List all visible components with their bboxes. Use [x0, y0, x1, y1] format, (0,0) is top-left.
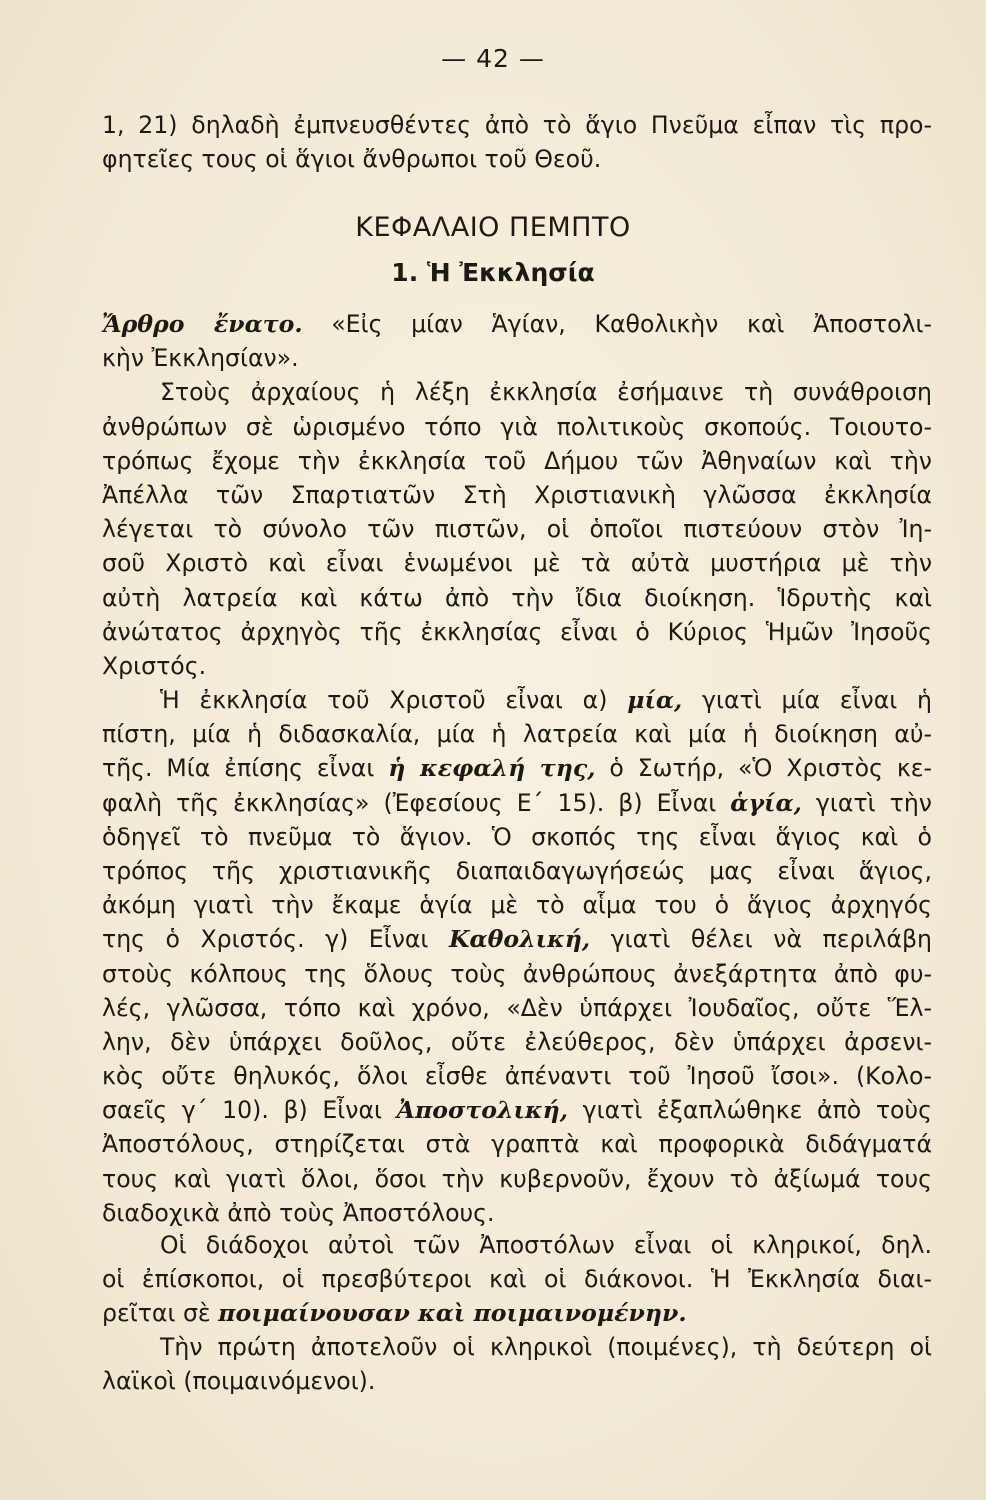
- article-label: Ἄρθρο ἔνατο.: [102, 310, 303, 338]
- text-line: Χριστός.: [102, 651, 207, 680]
- text-line: φητεῖες τους οἱ ἅγιοι ἄνθρωποι τοῦ Θεοῦ.: [102, 145, 602, 174]
- text-line: ἀνθρώπων σὲ ὡρισμένο τόπο γιὰ πολιτικοὺς σκοπούς. Τοιουτο-: [102, 412, 932, 441]
- text-line: Στοὺς ἀρχαίους ἡ λέξη ἐκκλησία ἐσήμαινε τὴ συνάθροιση: [160, 378, 932, 407]
- article-paragraph: [102, 307, 932, 683]
- text-line: [102, 922, 932, 956]
- text-line: [102, 751, 932, 785]
- emphasis: ἡ κεφαλή της,: [388, 754, 596, 783]
- text-line: [102, 307, 932, 341]
- text-span: της ὁ Χριστός. γ) Εἶναι: [102, 925, 449, 954]
- paragraph-4: [102, 1330, 932, 1398]
- text-line: ὁδηγεῖ τὸ πνεῦμα τὸ ἅγιον. Ὁ σκοπός της εἶναι ἅγιος καὶ ὁ: [102, 822, 932, 851]
- text-span: γιατὶ μία εἶναι ἡ: [682, 686, 932, 714]
- emphasis: ἁγία,: [730, 788, 802, 817]
- text-line: πίστη, μία ἡ διδασκαλία, μία ἡ λατρεία καὶ μία ἡ διοίκηση αὐ-: [102, 720, 932, 749]
- emphasis: Καθολική,: [448, 925, 591, 954]
- intro-paragraph: [102, 108, 932, 176]
- text-line: Ἀπέλλα τῶν Σπαρτιατῶν Στὴ Χριστιανικὴ γλῶσσα ἐκκλησία: [102, 480, 932, 509]
- text-line: τρόπως ἔχομε τὴν ἐκκλησία τοῦ Δήμου τῶν Ἀθηναίων καὶ τὴν: [102, 446, 932, 475]
- text-line: στοὺς κόλπους της ὅλους τοὺς ἀνθρώπους ἀνεξάρτητα ἀπὸ φυ-: [102, 959, 932, 988]
- chapter-heading: ΚΕΦΑΛΑΙΟ ΠΕΜΠΤΟ: [355, 212, 631, 243]
- text-span: ρεῖται σὲ: [102, 1299, 219, 1328]
- paragraph-3: [102, 1228, 932, 1331]
- text-line: κὴν Ἐκκλησίαν».: [102, 344, 299, 373]
- text-line: [102, 1093, 932, 1127]
- emphasis: Ἀποστολική,: [396, 1096, 568, 1125]
- text-span: ὁ Σωτήρ, «Ὁ Χριστὸς κε-: [595, 754, 933, 783]
- text-line: κὸς οὔτε θηλυκός, ὅλοι εἶσθε ἀπέναντι τοῦ Ἰησοῦ ἴσοι». (Κολο-: [102, 1062, 932, 1091]
- text-line: τους καὶ γιατὶ ὅλοι, ὅσοι τὴν κυβερνοῦν, ἔχουν τὸ ἀξίωμά τους: [102, 1164, 932, 1193]
- text-line: τρόπος τῆς χριστιανικῆς διαπαιδαγωγήσεώς μας εἶναι ἅγιος,: [102, 856, 932, 885]
- text-line: αὐτὴ λατρεία καὶ κάτω ἀπὸ τὴν ἴδια διοίκηση. Ἱδρυτὴς καὶ: [102, 583, 932, 612]
- text-line: ἀκόμη γιατὶ τὴν ἔκαμε ἁγία μὲ τὸ αἷμα του ὁ ἅγιος ἀρχηγός: [102, 891, 932, 920]
- text-line: [102, 1296, 932, 1330]
- text-span: Ἡ ἐκκλησία τοῦ Χριστοῦ εἶναι α): [160, 686, 628, 714]
- text-line: λές, γλῶσσα, τόπο καὶ χρόνο, «Δὲν ὑπάρχει Ἰουδαῖος, οὔτε Ἕλ-: [102, 993, 932, 1022]
- text-span: γιατὶ τὴν: [801, 788, 932, 817]
- article-quote: «Εἰς μίαν Ἁγίαν, Καθολικὴν καὶ Ἀποστολι-: [302, 310, 932, 338]
- emphasis: μία,: [627, 686, 683, 714]
- text-line: λην, δὲν ὑπάρχει δοῦλος, οὔτε ἐλεύθερος, δὲν ὑπάρχει ἀρσενι-: [102, 1027, 932, 1056]
- text-line: 1, 21) δηλαδὴ ἐμπνευσθέντες ἀπὸ τὸ ἅγιο Πνεῦμα εἶπαν τὶς προ-: [102, 111, 932, 139]
- text-line: Οἱ διάδοχοι αὐτοὶ τῶν Ἀποστόλων εἶναι οἱ κληρικοί, δηλ.: [160, 1231, 932, 1259]
- section-heading: 1. Ἡ Ἐκκλησία: [391, 258, 595, 287]
- text-line: σοῦ Χριστὸ καὶ εἶναι ἑνωμένοι μὲ τὰ αὐτὰ μυστήρια μὲ τὴν: [102, 549, 932, 578]
- text-line: διαδοχικὰ ἀπὸ τοὺς Ἀποστόλους.: [102, 1198, 495, 1227]
- emphasis: ποιμαίνουσαν καὶ ποιμαινομένην.: [218, 1299, 687, 1328]
- text-span: γιατὶ θέλει νὰ περιλάβη: [590, 925, 932, 954]
- text-line: [102, 683, 932, 717]
- text-line: Τὴν πρώτη ἀποτελοῦν οἱ κληρικοὶ (ποιμένες), τὴ δεύτερη οἱ: [160, 1333, 932, 1361]
- text-span: γιατὶ ἐξαπλώθηκε ἀπὸ τοὺς: [567, 1096, 932, 1125]
- paragraph-2: [102, 683, 932, 1230]
- text-span: τῆς. Μία ἐπίσης εἶναι: [102, 754, 389, 783]
- text-line: λέγεται τὸ σύνολο τῶν πιστῶν, οἱ ὁποῖοι πιστεύουν στὸν Ἰη-: [102, 515, 932, 544]
- page-number: — 42 —: [441, 44, 545, 73]
- text-span: σαεῖς γ΄ 10). β) Εἶναι: [102, 1096, 397, 1125]
- text-line: Ἀποστόλους, στηρίζεται στὰ γραπτὰ καὶ προφορικὰ διδάγματά: [102, 1130, 932, 1159]
- text-span: φαλὴ τῆς ἐκκλησίας» (Ἐφεσίους Ε΄ 15). β) Εἶναι: [102, 788, 731, 817]
- text-line: [102, 786, 932, 820]
- text-line: οἱ ἐπίσκοποι, οἱ πρεσβύτεροι καὶ οἱ διάκονοι. Ἡ Ἐκκλησία διαι-: [102, 1265, 932, 1294]
- text-line: λαϊκοὶ (ποιμαινόμενοι).: [102, 1367, 376, 1396]
- text-line: ἀνώτατος ἀρχηγὸς τῆς ἐκκλησίας εἶναι ὁ Κύριος Ἡμῶν Ἰησοῦς: [102, 617, 932, 646]
